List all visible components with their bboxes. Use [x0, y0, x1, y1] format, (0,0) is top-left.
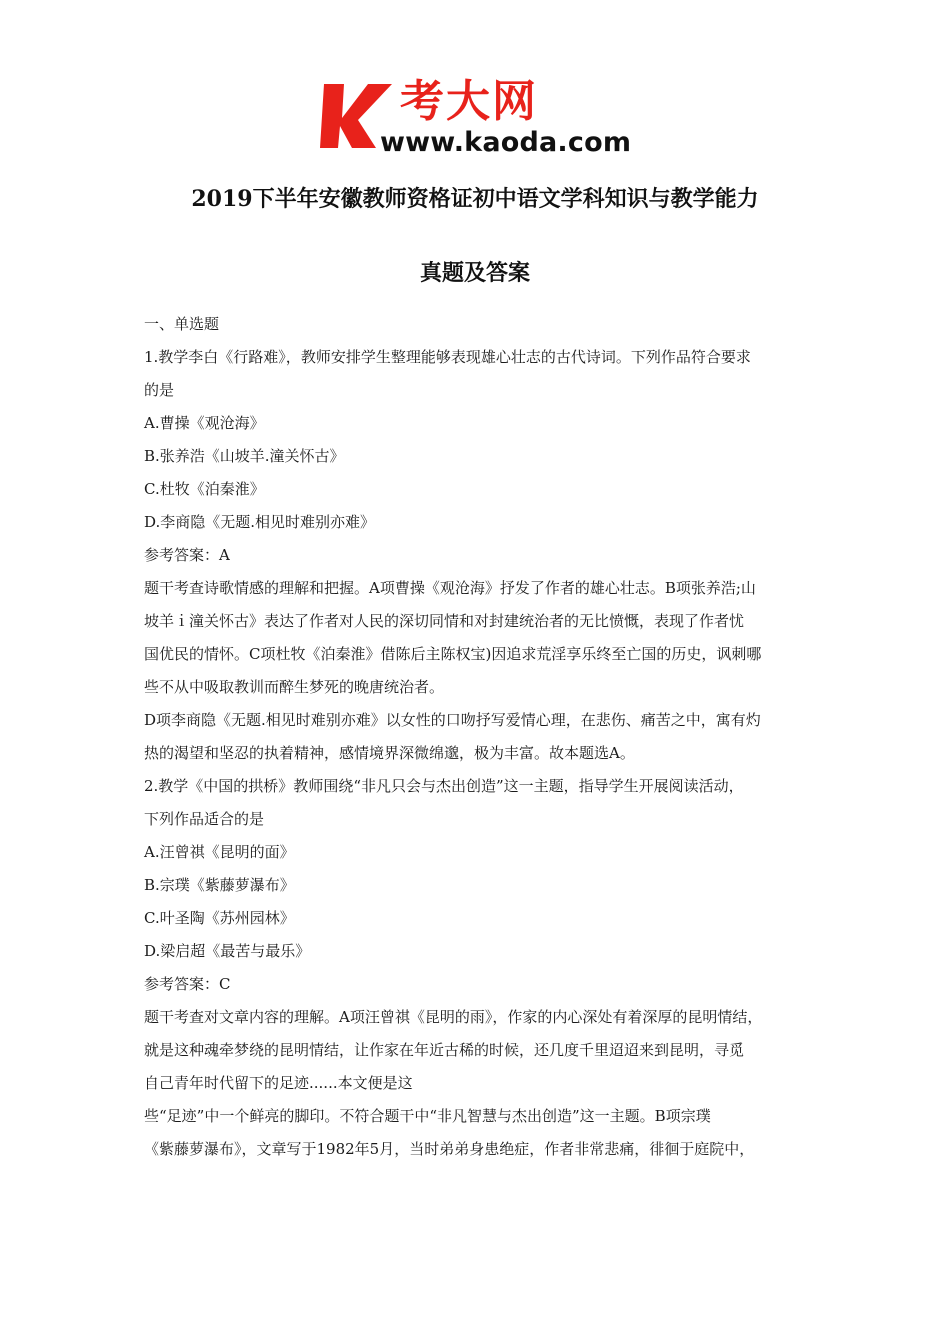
question-1-answer: 参考答案：A: [144, 546, 230, 564]
question-2-stem-cont: 下列作品适合的是: [144, 810, 265, 828]
document-title-line-2: 真题及答案: [419, 260, 530, 286]
question-2-option-c: C.叶圣陶《苏州园林》: [144, 909, 295, 927]
question-2-explanation-line: 就是这种魂牵梦绕的昆明情结，让作家在年近古稀的时候，还几度千里迢迢来到昆明，寻觅: [144, 1041, 745, 1059]
question-2-explanation-line: 《紫藤萝瀑布》，文章写于1982年5月，当时弟弟身患绝症，作者非常悲痛，徘徊于庭院中，: [144, 1140, 755, 1158]
question-1-option-c: C.杜牧《泊秦淮》: [144, 480, 265, 498]
question-1-explanation-line: 些不从中吸取教训而醉生梦死的晚唐统治者。: [144, 678, 445, 696]
question-1-explanation-line: 坡羊ｉ潼关怀古》表达了作者对人民的深切同情和对封建统治者的无比愤慨，表现了作者忧: [144, 612, 745, 630]
document-title-line-1: 2019下半年安徽教师资格证初中语文学科知识与教学能力: [191, 186, 759, 212]
question-2-explanation-line: 些“足迹”中一个鲜亮的脚印。不符合题干中“非凡智慧与杰出创造”这一主题。B项宗璞: [144, 1107, 711, 1125]
question-2-stem: 2.教学《中国的拱桥》教师围绕“非凡只会与杰出创造”这一主题，指导学生开展阅读活动，: [144, 777, 744, 795]
logo-chinese-text: 考大网: [400, 76, 538, 127]
question-2-option-b: B.宗璞《紫藤萝瀑布》: [144, 876, 295, 894]
question-2-explanation-line: 题干考查对文章内容的理解。A项汪曾祺《昆明的雨》，作家的内心深处有着深厚的昆明情结，: [144, 1008, 763, 1026]
logo-url-text: www.kaoda.com: [380, 127, 632, 158]
question-2-explanation-line: 自己青年时代留下的足迹......本文便是这: [144, 1074, 413, 1092]
document-body: [144, 308, 814, 1166]
question-1-option-d: D.李商隐《无题.相见时难别亦难》: [144, 513, 376, 531]
question-1-explanation-line: 热的渴望和坚忍的执着精神，感情境界深微绵邈，极为丰富。故本题选A。: [144, 744, 635, 762]
question-1-option-a: A.曹操《观沧海》: [144, 414, 265, 432]
kaoda-logo: [318, 78, 638, 160]
question-1-explanation-line: D项李商隐《无题.相见时难别亦难》以女性的口吻抒写爱情心理，在悲伤、痛苦之中，寓有灼: [144, 711, 761, 729]
question-1-explanation-line: 题干考查诗歌情感的理解和把握。A项曹操《观沧海》抒发了作者的雄心壮志。B项张养浩;山: [144, 579, 756, 597]
question-2-option-a: A.汪曾祺《昆明的面》: [144, 843, 295, 861]
question-2-answer: 参考答案：C: [144, 975, 231, 993]
question-1-explanation-line: 国优民的情怀。C项杜牧《泊秦淮》借陈后主陈权宝)因追求荒淫享乐终至亡国的历史，讽刺哪: [144, 645, 762, 663]
question-1-option-b: B.张养浩《山坡羊.潼关怀古》: [144, 447, 345, 465]
question-1-stem-cont: 的是: [144, 381, 175, 399]
question-1-stem: 1.教学李白《行路难》，教师安排学生整理能够表现雄心壮志的古代诗词。下列作品符合要求: [144, 348, 751, 366]
section-heading: 一、单选题: [144, 315, 220, 333]
question-2-option-d: D.梁启超《最苦与最乐》: [144, 942, 311, 960]
